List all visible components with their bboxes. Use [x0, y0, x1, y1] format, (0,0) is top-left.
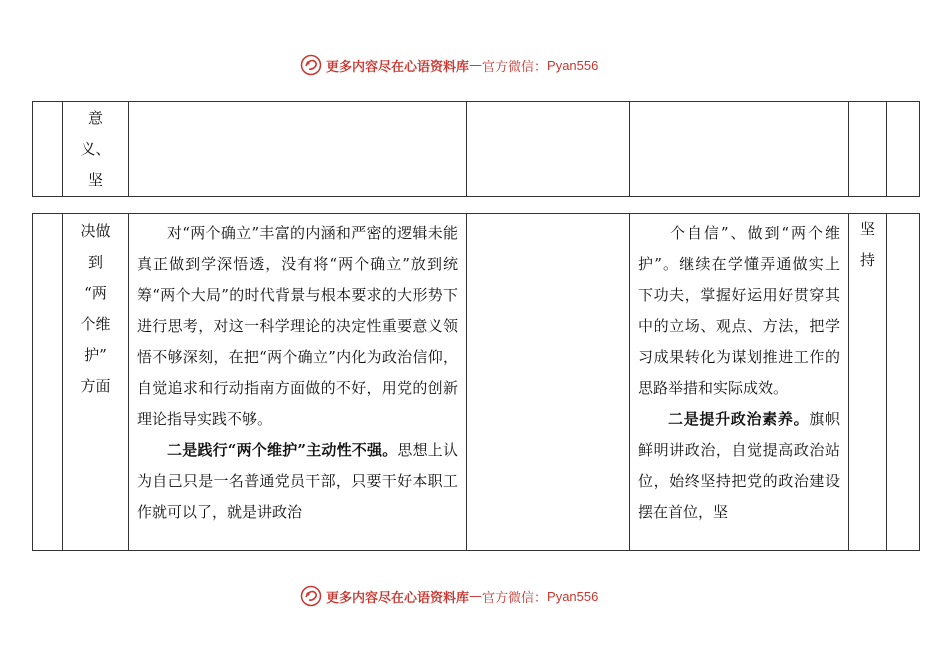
deadline-cell	[849, 214, 887, 551]
watermark-brand: 更多内容尽在心语资料库	[326, 59, 470, 75]
table-row	[33, 102, 920, 197]
problems-cell	[129, 214, 467, 551]
problems-text: 思想上认为自己只是一名普通党员干部，只要干好本职工作就可以了，就是讲政治	[137, 441, 458, 521]
watermark-separator: —	[469, 588, 483, 604]
item-cell	[63, 214, 129, 551]
problems-paragraph: 对“两个确立”丰富的内涵和严密的逻辑未能真正做到学深悟透，没有将“两个确立”放到统筹“两个大局”的时代背景与根本要求的大形势下进行思考，对这一科学理论的决定性重要意义领悟不够深刻，在把“两个确立”内化为政治信仰，自觉追求和行动指南方面做的不好，用党的创新理论指导实践不够。	[137, 224, 458, 428]
measures-paragraph-2	[638, 404, 840, 528]
watermark-wechat-id: Pyan556	[547, 588, 599, 604]
cause-cell	[467, 102, 630, 197]
extra-cell	[887, 214, 920, 551]
item-line: 意	[87, 109, 103, 127]
measures-paragraph	[638, 218, 840, 404]
extra-cell	[887, 102, 920, 197]
logo-icon	[300, 585, 322, 607]
index-cell	[33, 102, 63, 197]
problems-heading: 二是践行“两个维护”主动性不强。	[167, 441, 398, 459]
measures-cell	[630, 102, 849, 197]
index-cell	[33, 214, 63, 551]
item-line: “两	[84, 284, 107, 302]
problems-paragraph-2	[137, 435, 458, 528]
watermark-wechat-id: Pyan556	[547, 57, 599, 73]
problems-cell	[129, 102, 467, 197]
item-line: 坚	[87, 171, 103, 189]
logo-icon	[300, 54, 322, 76]
table-row	[33, 214, 920, 551]
item-line: 护”	[84, 346, 107, 364]
measures-text-1: 个自信”、做到“两个维护”。继续在学懂弄通做实上下功夫，掌握好运用好贯穿其中的立场、观点、方法，把学习成果转化为谋划推进工作的思路举措和实际成效。	[638, 224, 840, 397]
header-watermark	[300, 54, 598, 76]
table-top-fragment	[32, 101, 920, 197]
deadline-line: 坚	[859, 220, 875, 238]
watermark-brand: 更多内容尽在心语资料库	[326, 590, 470, 606]
item-line: 到	[87, 253, 103, 271]
item-cell	[63, 102, 129, 197]
measures-heading: 二是提升政治素养。	[668, 410, 810, 428]
watermark-separator: —	[469, 57, 483, 73]
table-main	[32, 213, 920, 551]
deadline-cell	[849, 102, 887, 197]
item-line: 个维	[80, 315, 111, 333]
watermark-wechat-label: 官方微信：	[482, 59, 548, 75]
item-line: 方面	[80, 377, 111, 395]
watermark-wechat-label: 官方微信：	[482, 590, 548, 606]
footer-watermark	[300, 585, 598, 607]
measures-text-2: 旗帜鲜明讲政治，自觉提高政治站位，始终坚持把党的政治建设摆在首位，坚	[638, 410, 840, 521]
measures-cell	[630, 214, 849, 551]
item-line: 义、	[80, 140, 111, 158]
deadline-line: 持	[859, 251, 875, 269]
item-line: 决做	[80, 222, 111, 240]
cause-cell	[467, 214, 630, 551]
